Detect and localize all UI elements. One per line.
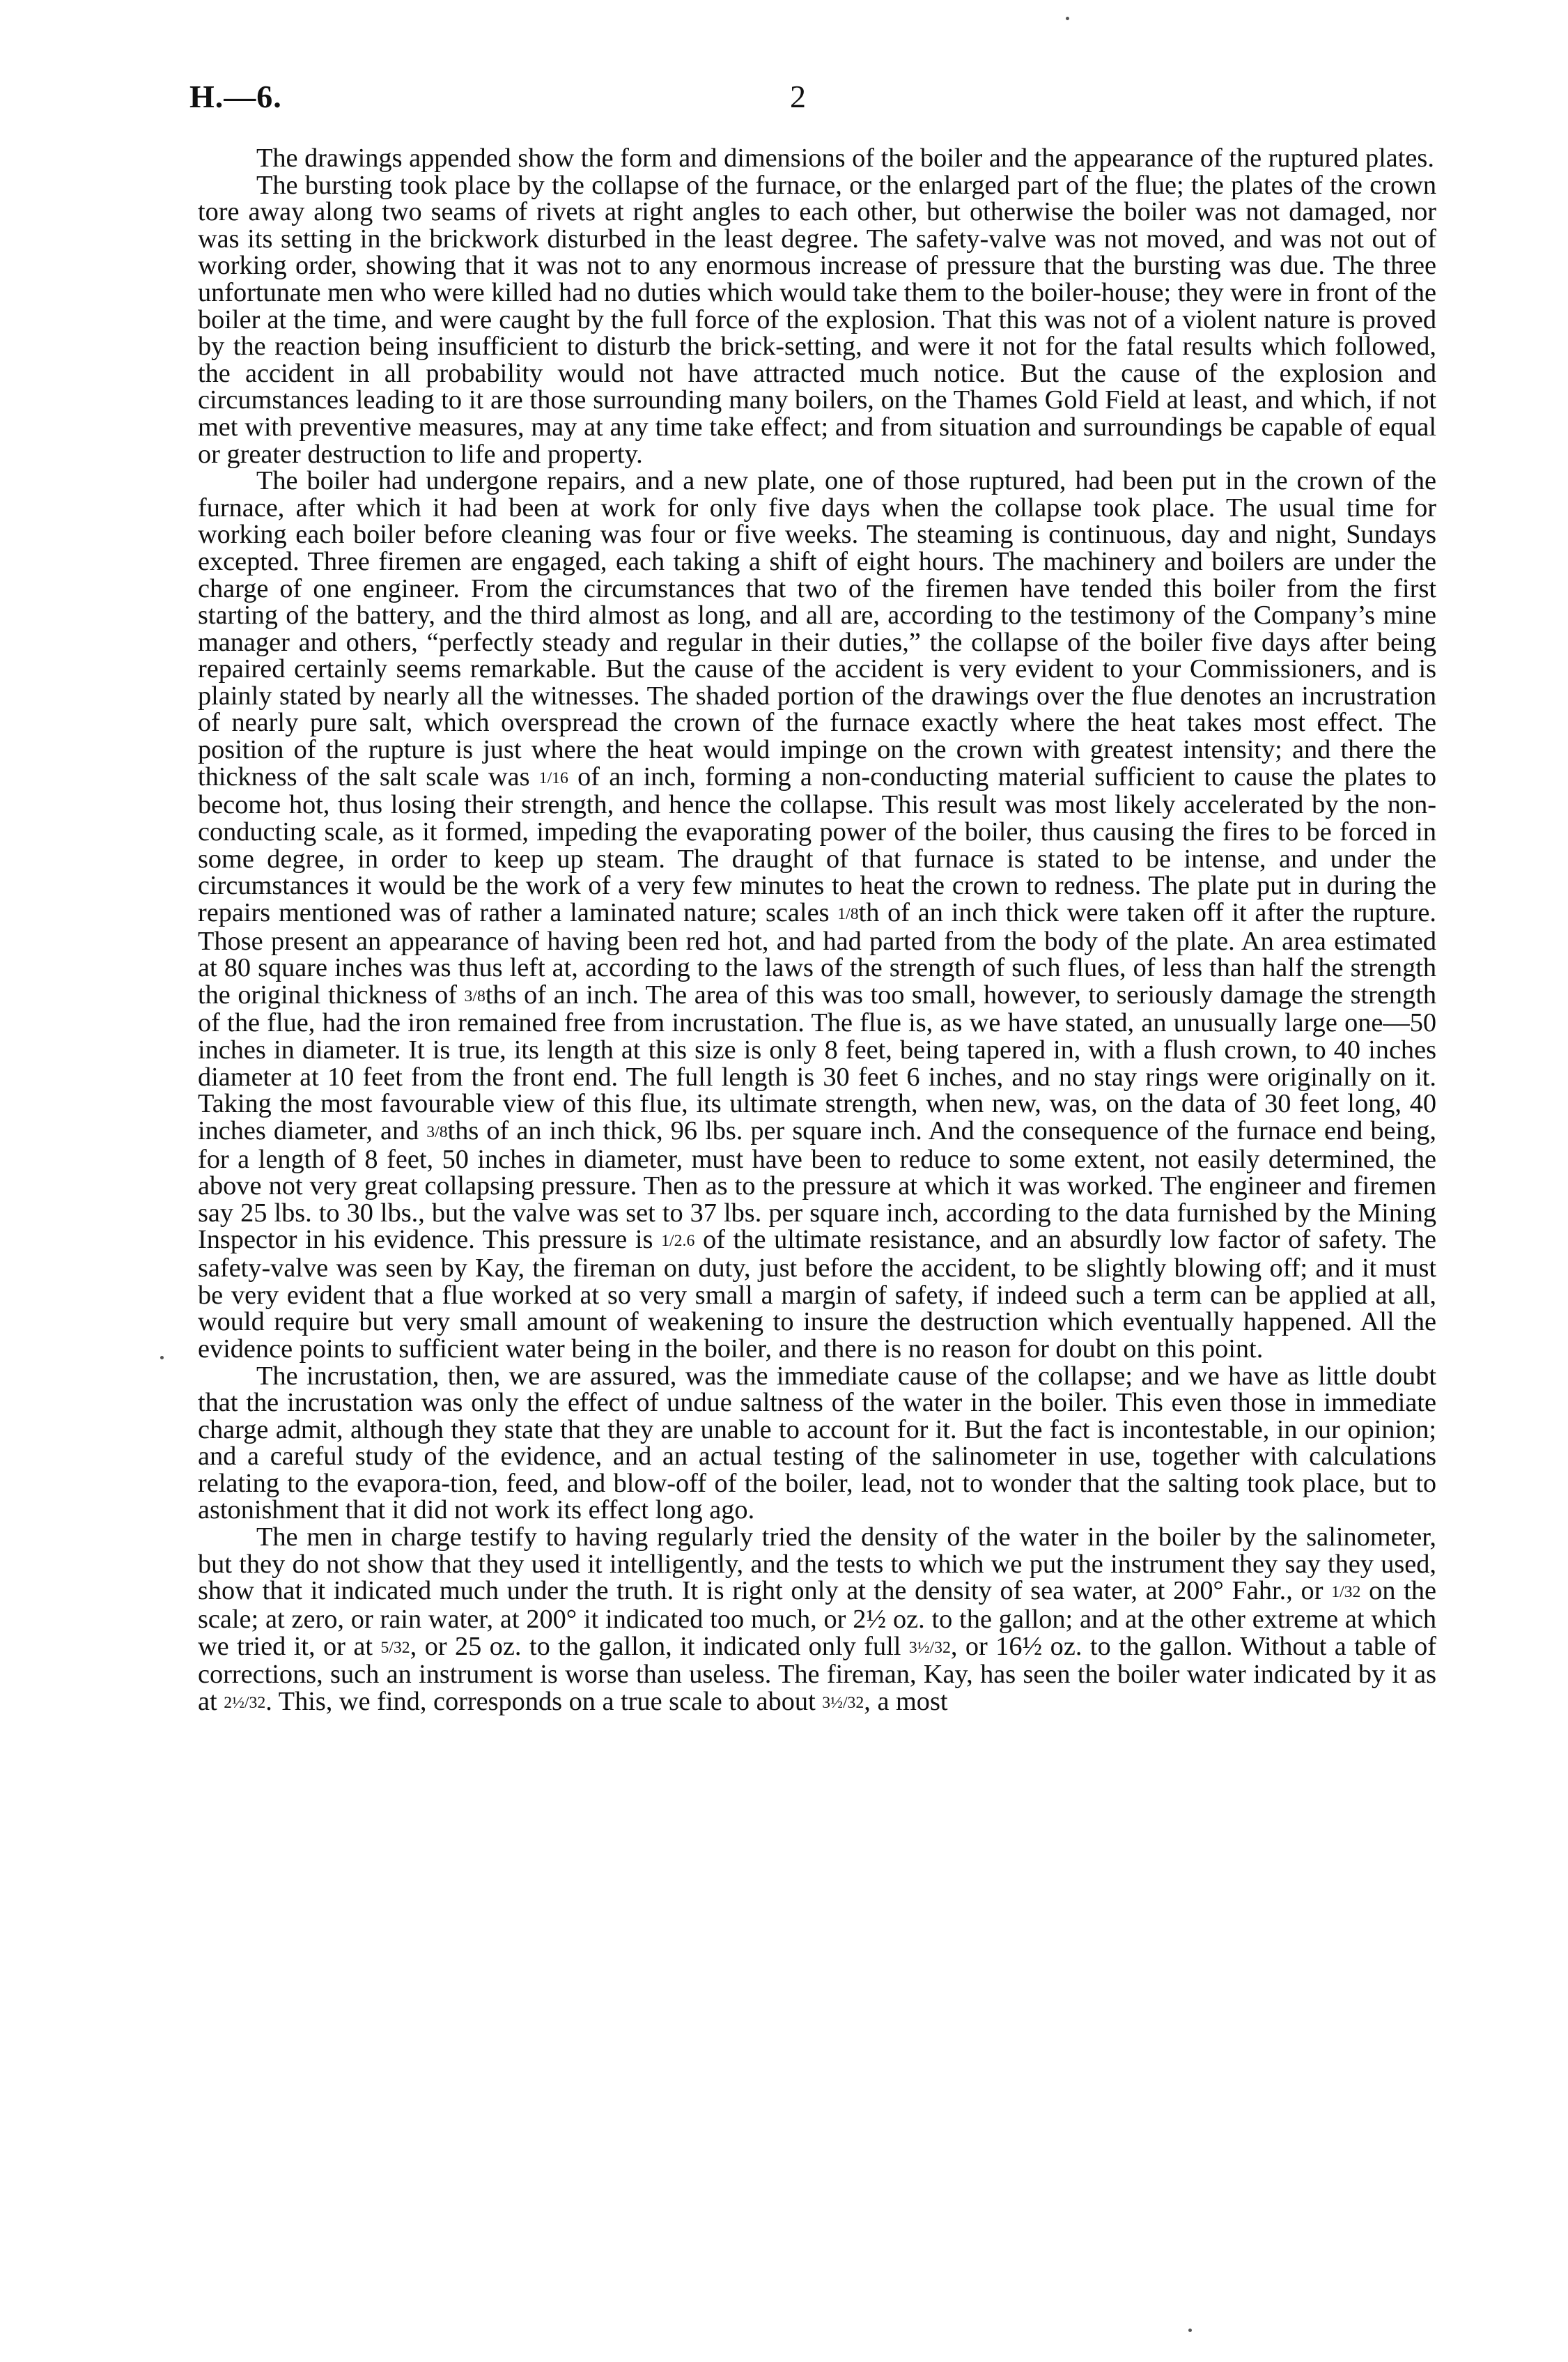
print-speck: [1066, 17, 1069, 20]
text-run: th of an inch thick were taken off it after the rupture. Those present an appearance of having been red hot, and had parted from the body of the plate. An area estimated at 80 square inches was thus left at, according to the laws of the strength of such flues, of less than half the strength the original thickness of: [198, 897, 1436, 1010]
running-head: [189, 78, 1436, 120]
text-run: The men in charge testify to having regularly tried the density of the water in the boiler by the salinometer, but they do not show that they used it intelligently, and the tests to which we put the instrument they say they used, show that it indicated much under the truth. It is right only at the density of sea water, at 200° Fahr., or: [198, 1522, 1436, 1606]
print-speck: [1188, 2329, 1192, 2332]
text-run: . This, we find, corresponds on a true scale to about: [265, 1686, 823, 1716]
text-run: , a most: [864, 1686, 948, 1716]
paragraph: [198, 1363, 1436, 1525]
text-run: , or 25 oz. to the gallon, it indicated only full: [410, 1631, 909, 1661]
fraction: 1/32: [1331, 1583, 1361, 1602]
fraction: 5/32: [380, 1638, 410, 1657]
paragraph: [198, 145, 1436, 172]
paragraph: [198, 172, 1436, 468]
fraction: 2½/32: [224, 1694, 266, 1713]
text-run: The drawings appended show the form and dimensions of the boiler and the appearance of the ruptured plates.: [256, 144, 1434, 173]
text-run: of the ultimate resistance, and an absurdly low factor of safety. The safety-valve was seen by Kay, the fireman on duty, just before the accident, to be slightly blowing off; and it must be very evident that a flue worked at so very small a margin of safety, if indeed such a term can be applied at all, would require but very small amount of weakening to insure the destruction which eventually happened. All the evidence points to sufficient water being in the boiler, and there is no reason for doubt on this point.: [198, 1225, 1436, 1364]
document-reference: H.—6.: [189, 79, 282, 114]
text-run: The incrustation, then, we are assured, was the immediate cause of the collapse; and we have as little doubt that the incrustation was only the effect of undue saltness of the water in the boiler. This even those in immediate charge admit, although they state that they are unable to account for it. But the fact is incontestable, in our opinion; and a careful study of the evidence, and an actual testing of the salinometer in use, together with calculations relating to the evapora-tion, feed, and blow-off of the boiler, lead, not to wonder that the salting took place, but to astonishment that it did not work its effect long ago.: [198, 1361, 1436, 1525]
text-run: ths of an inch thick, 96 lbs. per square inch. And the consequence of the furnace end being, for a length of 8 feet, 50 inches in diameter, must have been to reduce to some extent, not easily determined, the above not very great collapsing pressure. Then as to the pressure at which it was worked. The engineer and firemen say 25 lbs. to 30 lbs., but the valve was set to 37 lbs. per square inch, according to the data furnished by the Mining Inspector in his evidence. This pressure is: [198, 1116, 1436, 1255]
paragraph: [198, 1524, 1436, 1717]
fraction: 1/2.6: [661, 1232, 695, 1251]
fraction: 3½/32: [822, 1694, 864, 1713]
text-run: ths of an inch. The area of this was too small, however, to seriously damage the strength of the flue, had the iron remained free from incrustation. The flue is, as we have stated, an unusually large one—50 inches in diameter. It is true, its length at this size is only 8 feet, being tapered in, with a flush crown, to 40 inches diameter at 10 feet from the front end. The full length is 30 feet 6 inches, and no stay rings were originally on it. Taking the most favourable view of this flue, its ultimate strength, when new, was, on the data of 30 feet long, 40 inches diameter, and: [198, 980, 1436, 1145]
fraction: 1/8: [837, 904, 859, 923]
fraction: 3/8: [464, 987, 486, 1005]
print-speck: [160, 1356, 164, 1359]
paragraph: [198, 468, 1436, 1362]
fraction: 3/8: [426, 1123, 448, 1141]
text-run: , or 16½ oz. to the gallon. Without a table of corrections, such an instrument is worse than useless. The fireman, Kay, has seen the boiler water indicated by it as at: [198, 1631, 1436, 1716]
text-run: on the scale; at zero, or rain water, at 200° it indicated too much, or 2½ oz. to the gallon; and at the other extreme at which we tried it, or at: [198, 1576, 1437, 1661]
text-run: The bursting took place by the collapse of the furnace, or the enlarged part of the flue; the plates of the crown tore away along two seams of rivets at right angles to each other, but otherwise the boiler was not damaged, nor was its setting in the brickwork disturbed in the least degree. The safety-valve was not moved, and was not out of working order, showing that it was not to any enormous increase of pressure that the bursting was due. The three unfortunate men who were killed had no duties which would take them to the boiler-house; they were in front of the boiler at the time, and were caught by the full force of the explosion. That this was not of a violent nature is proved by the reaction being insufficient to disturb the brick-setting, and were it not for the fatal results which followed, the accident in all probability would not have attracted much notice. But the cause of the explosion and circumstances leading to it are those surrounding many boilers, on the Thames Gold Field at least, and which, if not met with preventive measures, may at any time take effect; and from situation and surroundings be capable of equal or greater destruction to life and property.: [198, 170, 1436, 469]
body-text: [198, 145, 1436, 1717]
fraction: 3½/32: [908, 1638, 951, 1657]
text-run: of an inch, forming a non-conducting material sufficient to cause the plates to become hot, thus losing their strength, and hence the collapse. This result was most likely accelerated by the non-conducting scale, as it formed, impeding the evaporating power of the boiler, thus causing the fires to be forced in some degree, in order to keep up steam. The draught of that furnace is stated to be intense, and under the circumstances it would be the work of a very few minutes to heat the crown to redness. The plate put in during the repairs mentioned was of rather a laminated nature; scales: [198, 762, 1436, 927]
text-run: The boiler had undergone repairs, and a new plate, one of those ruptured, had been put in the crown of the furnace, after which it had been at work for only five days when the collapse took place. The usual time for working each boiler before cleaning was four or five weeks. The steaming is continuous, day and night, Sundays excepted. Three firemen are engaged, each taking a shift of eight hours. The machinery and boilers are under the charge of one engineer. From the circumstances that two of the firemen have tended this boiler from the first starting of the battery, and the third almost as long, and all are, according to the testimony of the Company’s mine manager and others, “perfectly steady and regular in their duties,” the collapse of the boiler five days after being repaired certainly seems remarkable. But the cause of the accident is very evident to your Commissioners, and is plainly stated by nearly all the witnesses. The shaded portion of the drawings over the flue denotes an incrustration of nearly pure salt, which overspread the crown of the furnace exactly where the heat takes most effect. The position of the rupture is just where the heat would impinge on the crown with greatest intensity; and there the thickness of the salt scale was: [198, 466, 1436, 792]
page-number: 2: [790, 79, 806, 114]
fraction: 1/16: [538, 769, 568, 787]
